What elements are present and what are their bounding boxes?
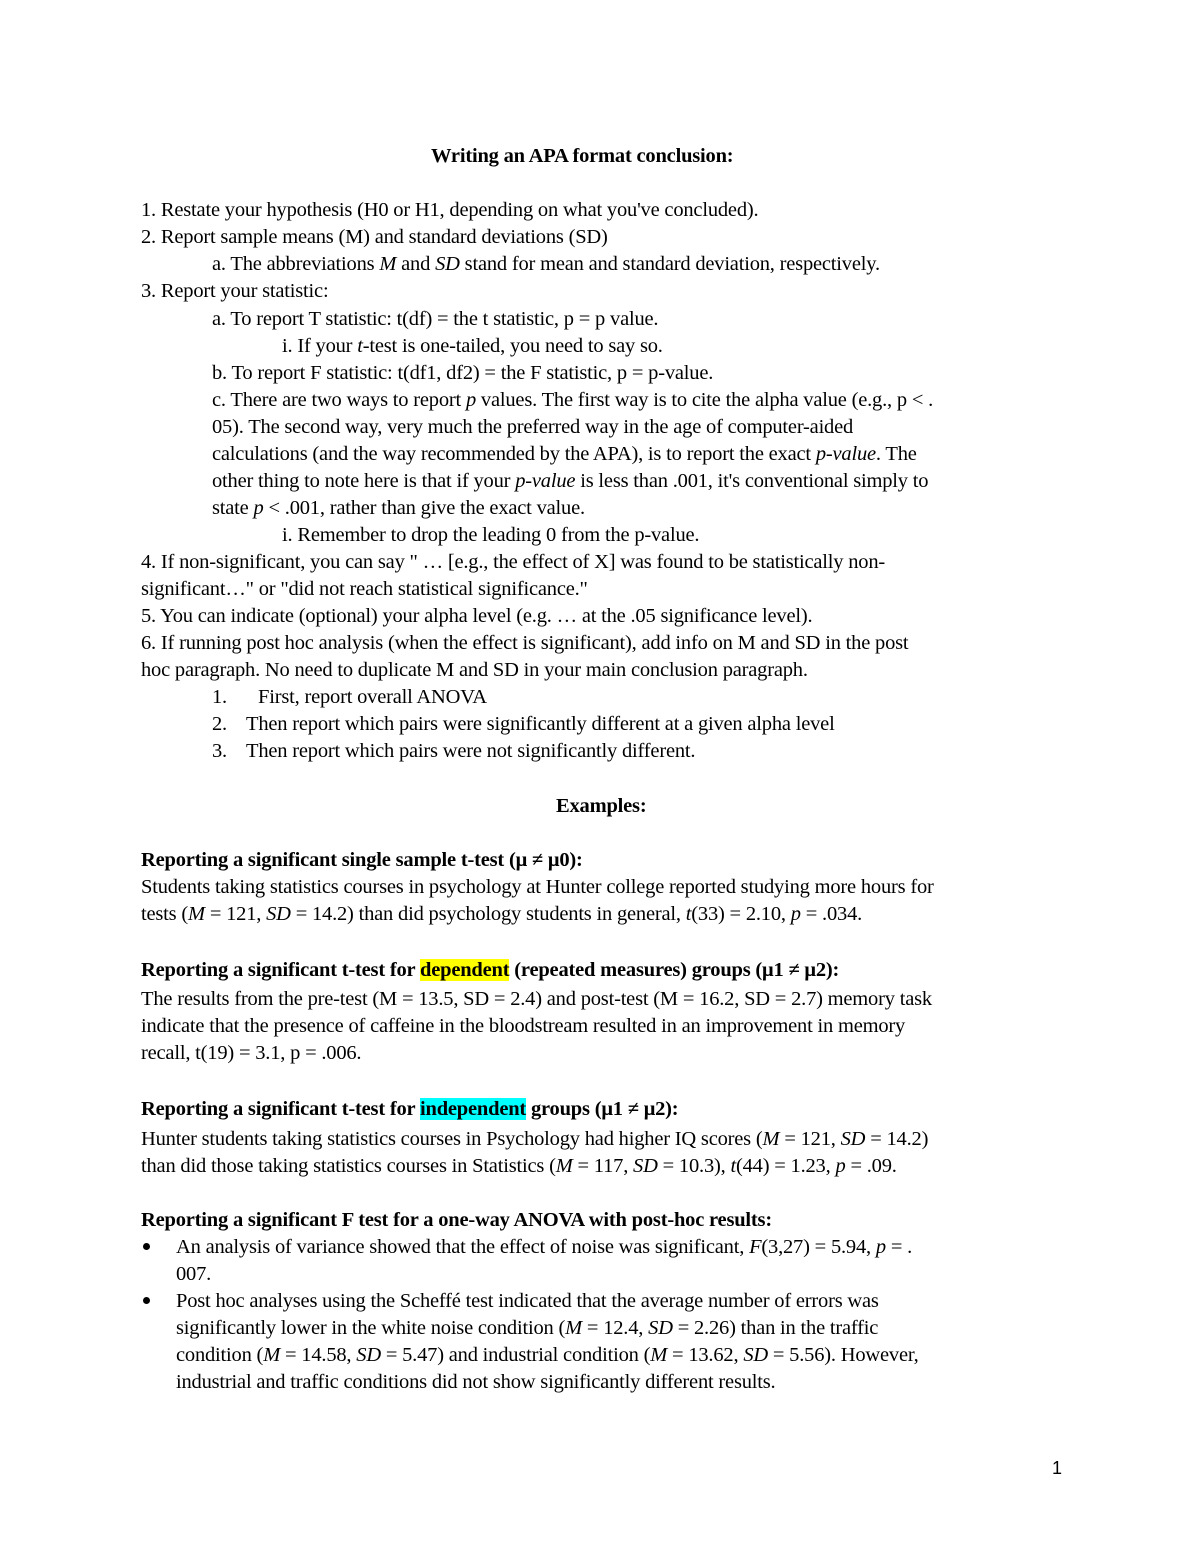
step-3b: b. To report F statistic: t(df1, df2) = the F statistic, p = p-value. [212, 362, 714, 384]
example-2-line-2: indicate that the presence of caffeine in the bloodstream resulted in an improvement in memory [141, 1015, 906, 1037]
step-6-line-1: 6. If running post hoc analysis (when the effect is significant), add info on M and SD in the post [141, 632, 909, 654]
page-number: 1 [1052, 1458, 1062, 1478]
example-3-heading: Reporting a significant t-test for independent groups (μ1 ≠ μ2): [141, 1098, 679, 1120]
example-4-bullet-2-line-4: industrial and traffic conditions did not show significantly different results. [176, 1371, 776, 1393]
example-2-line-1: The results from the pre-test (M = 13.5, SD = 2.4) and post-test (M = 16.2, SD = 2.7) memory task [141, 988, 932, 1010]
dependent-highlight: dependent [420, 959, 510, 981]
step-3c-i: i. Remember to drop the leading 0 from the p-value. [282, 524, 700, 546]
step-4-line-2: significant…" or "did not reach statistical significance." [141, 578, 588, 600]
step-3a-i: i. If your t-test is one-tailed, you need to say so. [282, 335, 663, 357]
example-3-line-2: than did those taking statistics courses in Statistics (M = 117, SD = 10.3), t(44) = 1.23, p = .09. [141, 1155, 897, 1177]
sub-item-text: Then report which pairs were significantly different at a given alpha level [246, 713, 835, 735]
example-4-heading: Reporting a significant F test for a one-way ANOVA with post-hoc results: [141, 1209, 772, 1231]
step-5: 5. You can indicate (optional) your alpha level (e.g. … at the .05 significance level). [141, 605, 813, 627]
example-2-heading: Reporting a significant t-test for dependent (repeated measures) groups (μ1 ≠ μ2): [141, 959, 840, 981]
step-3c-line-1: c. There are two ways to report p values. The first way is to cite the alpha value (e.g., p < . [212, 389, 934, 411]
example-4-bullet-1-line-2: 007. [176, 1263, 212, 1285]
step-3c-line-3: calculations (and the way recommended by the APA), is to report the exact p-value. The [212, 443, 917, 465]
example-4-bullet-1-line-1: An analysis of variance showed that the effect of noise was significant, F(3,27) = 5.94, p = . [176, 1236, 913, 1258]
step-1: 1. Restate your hypothesis (H0 or H1, depending on what you've concluded). [141, 199, 759, 221]
step-4-line-1: 4. If non-significant, you can say " … [e.g., the effect of X] was found to be statistically non- [141, 551, 886, 573]
sub-item-num: 1. [212, 686, 227, 708]
example-4-bullet-2-line-2: significantly lower in the white noise condition (M = 12.4, SD = 2.26) than in the traffic [176, 1317, 879, 1339]
example-2-line-3: recall, t(19) = 3.1, p = .006. [141, 1042, 362, 1064]
step-3c-line-4: other thing to note here is that if your p-value is less than .001, it's conventional simply to [212, 470, 929, 492]
bullet-icon [143, 1297, 150, 1304]
step-2: 2. Report sample means (M) and standard deviations (SD) [141, 226, 608, 248]
sub-item-num: 3. [212, 740, 227, 762]
example-4-bullet-2-line-1: Post hoc analyses using the Scheffé test indicated that the average number of errors was [176, 1290, 879, 1312]
sub-item-text: First, report overall ANOVA [258, 686, 487, 708]
page-title: Writing an APA format conclusion: [431, 145, 734, 167]
examples-heading: Examples: [556, 795, 647, 817]
example-1-line-1: Students taking statistics courses in psychology at Hunter college reported studying more hours for [141, 876, 934, 898]
sub-item-text: Then report which pairs were not significantly different. [246, 740, 696, 762]
step-6-line-2: hoc paragraph. No need to duplicate M and SD in your main conclusion paragraph. [141, 659, 808, 681]
step-2a: a. The abbreviations M and SD stand for mean and standard deviation, respectively. [212, 253, 880, 275]
step-3c-line-2: 05). The second way, very much the preferred way in the age of computer-aided [212, 416, 854, 438]
step-3a: a. To report T statistic: t(df) = the t statistic, p = p value. [212, 308, 659, 330]
independent-highlight: independent [420, 1098, 527, 1120]
step-3c-line-5: state p < .001, rather than give the exact value. [212, 497, 585, 519]
example-1-heading: Reporting a significant single sample t-test (μ ≠ μ0): [141, 849, 583, 871]
step-3: 3. Report your statistic: [141, 280, 329, 302]
sub-item-num: 2. [212, 713, 227, 735]
bullet-icon [143, 1243, 150, 1250]
example-4-bullet-2-line-3: condition (M = 14.58, SD = 5.47) and industrial condition (M = 13.62, SD = 5.56). However, [176, 1344, 919, 1366]
example-1-line-2: tests (M = 121, SD = 14.2) than did psychology students in general, t(33) = 2.10, p = .034. [141, 903, 863, 925]
example-3-line-1: Hunter students taking statistics courses in Psychology had higher IQ scores (M = 121, SD = 14.2) [141, 1128, 929, 1150]
